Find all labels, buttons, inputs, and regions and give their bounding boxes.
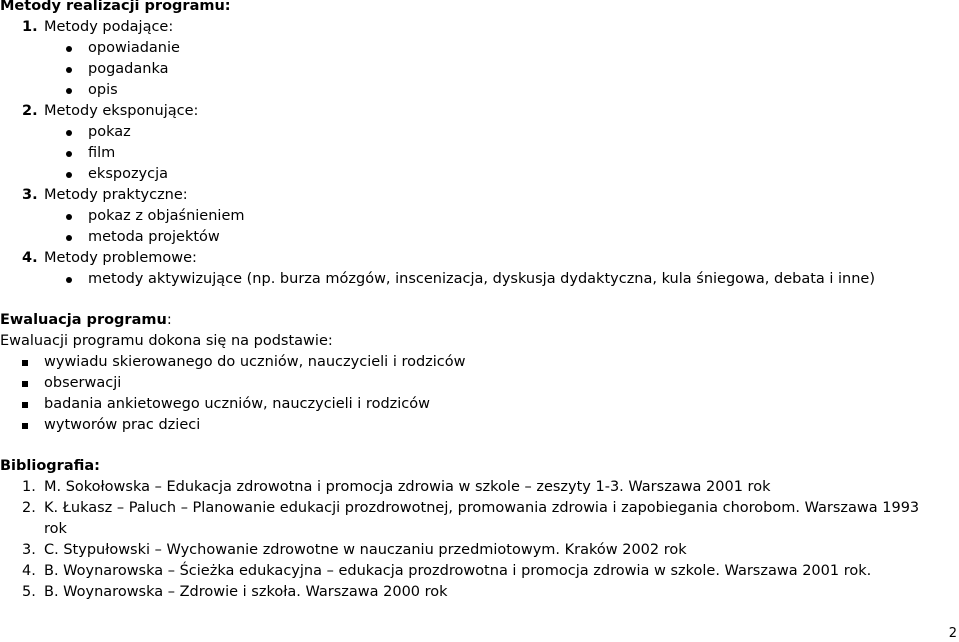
methods-group-2-num: 2. — [22, 103, 38, 119]
square-bullet-icon — [22, 360, 28, 366]
methods-group-1-title: Metody podające: — [44, 19, 174, 35]
evaluation-item: wywiadu skierowanego do uczniów, nauczycieli i rodziców — [44, 354, 466, 370]
square-bullet-icon — [22, 381, 28, 387]
square-bullet-icon — [22, 402, 28, 408]
methods-group-1-num: 1. — [22, 19, 38, 35]
methods-group-3-title: Metody praktyczne: — [44, 187, 188, 203]
methods-group-3-num: 3. — [22, 187, 38, 203]
evaluation-item: obserwacji — [44, 375, 122, 391]
bullet-icon — [66, 214, 72, 220]
methods-group-2-title: Metody eksponujące: — [44, 103, 199, 119]
bullet-icon — [66, 172, 72, 178]
method-item: metody aktywizujące (np. burza mózgów, inscenizacja, dyskusja dydaktyczna, kula śniegowa, debata i inne) — [88, 271, 876, 287]
page-number: 2 — [948, 626, 957, 641]
evaluation-heading: Ewaluacja programu — [0, 312, 167, 328]
bibliography-entry: B. Woynarowska – Zdrowie i szkoła. Warszawa 2000 rok — [44, 584, 448, 600]
bullet-icon — [66, 46, 72, 52]
method-item: ekspozycja — [88, 166, 169, 182]
bibliography-entry-num: 1. — [22, 479, 36, 495]
bullet-icon — [66, 277, 72, 283]
method-item: pogadanka — [88, 61, 169, 77]
method-item: pokaz z objaśnieniem — [88, 208, 245, 224]
bibliography-entry-num: 4. — [22, 563, 36, 579]
bibliography-entry-num: 5. — [22, 584, 36, 600]
bibliography-entry-continuation: rok — [44, 521, 67, 537]
bibliography-entry: K. Łukasz – Paluch – Planowanie edukacji prozdrowotnej, promowania zdrowia i zapobiegania chorobom. Warszawa 1993 — [44, 500, 920, 516]
method-item: metoda projektów — [88, 229, 220, 245]
method-item: opowiadanie — [88, 40, 180, 56]
bibliography-entry: C. Stypułowski – Wychowanie zdrowotne w nauczaniu przedmiotowym. Kraków 2002 rok — [44, 542, 687, 558]
bibliography-entry: M. Sokołowska – Edukacja zdrowotna i promocja zdrowia w szkole – zeszyty 1-3. Warszawa 2001 rok — [44, 479, 771, 495]
bullet-icon — [66, 67, 72, 73]
bullet-icon — [66, 151, 72, 157]
bibliography-entry-num: 3. — [22, 542, 36, 558]
method-item: film — [88, 145, 116, 161]
method-item: opis — [88, 82, 118, 98]
bibliography-heading: Bibliografia: — [0, 458, 100, 474]
methods-group-4-title: Metody problemowe: — [44, 250, 197, 266]
bullet-icon — [66, 88, 72, 94]
square-bullet-icon — [22, 423, 28, 429]
bullet-icon — [66, 130, 72, 136]
methods-group-4-num: 4. — [22, 250, 38, 266]
methods-heading: Metody realizacji programu: — [0, 0, 231, 14]
bibliography-entry-num: 2. — [22, 500, 36, 516]
evaluation-item: wytworów prac dzieci — [44, 417, 201, 433]
evaluation-heading-line — [0, 312, 172, 328]
method-item: pokaz — [88, 124, 131, 140]
bibliography-entry: B. Woynarowska – Ścieżka edukacyjna – edukacja prozdrowotna i promocja zdrowia w szkole. Warszawa 2001 rok. — [44, 563, 872, 579]
bullet-icon — [66, 235, 72, 241]
evaluation-intro: Ewaluacji programu dokona się na podstawie: — [0, 333, 333, 349]
evaluation-item: badania ankietowego uczniów, nauczycieli i rodziców — [44, 396, 430, 412]
evaluation-heading-colon: : — [166, 312, 172, 328]
